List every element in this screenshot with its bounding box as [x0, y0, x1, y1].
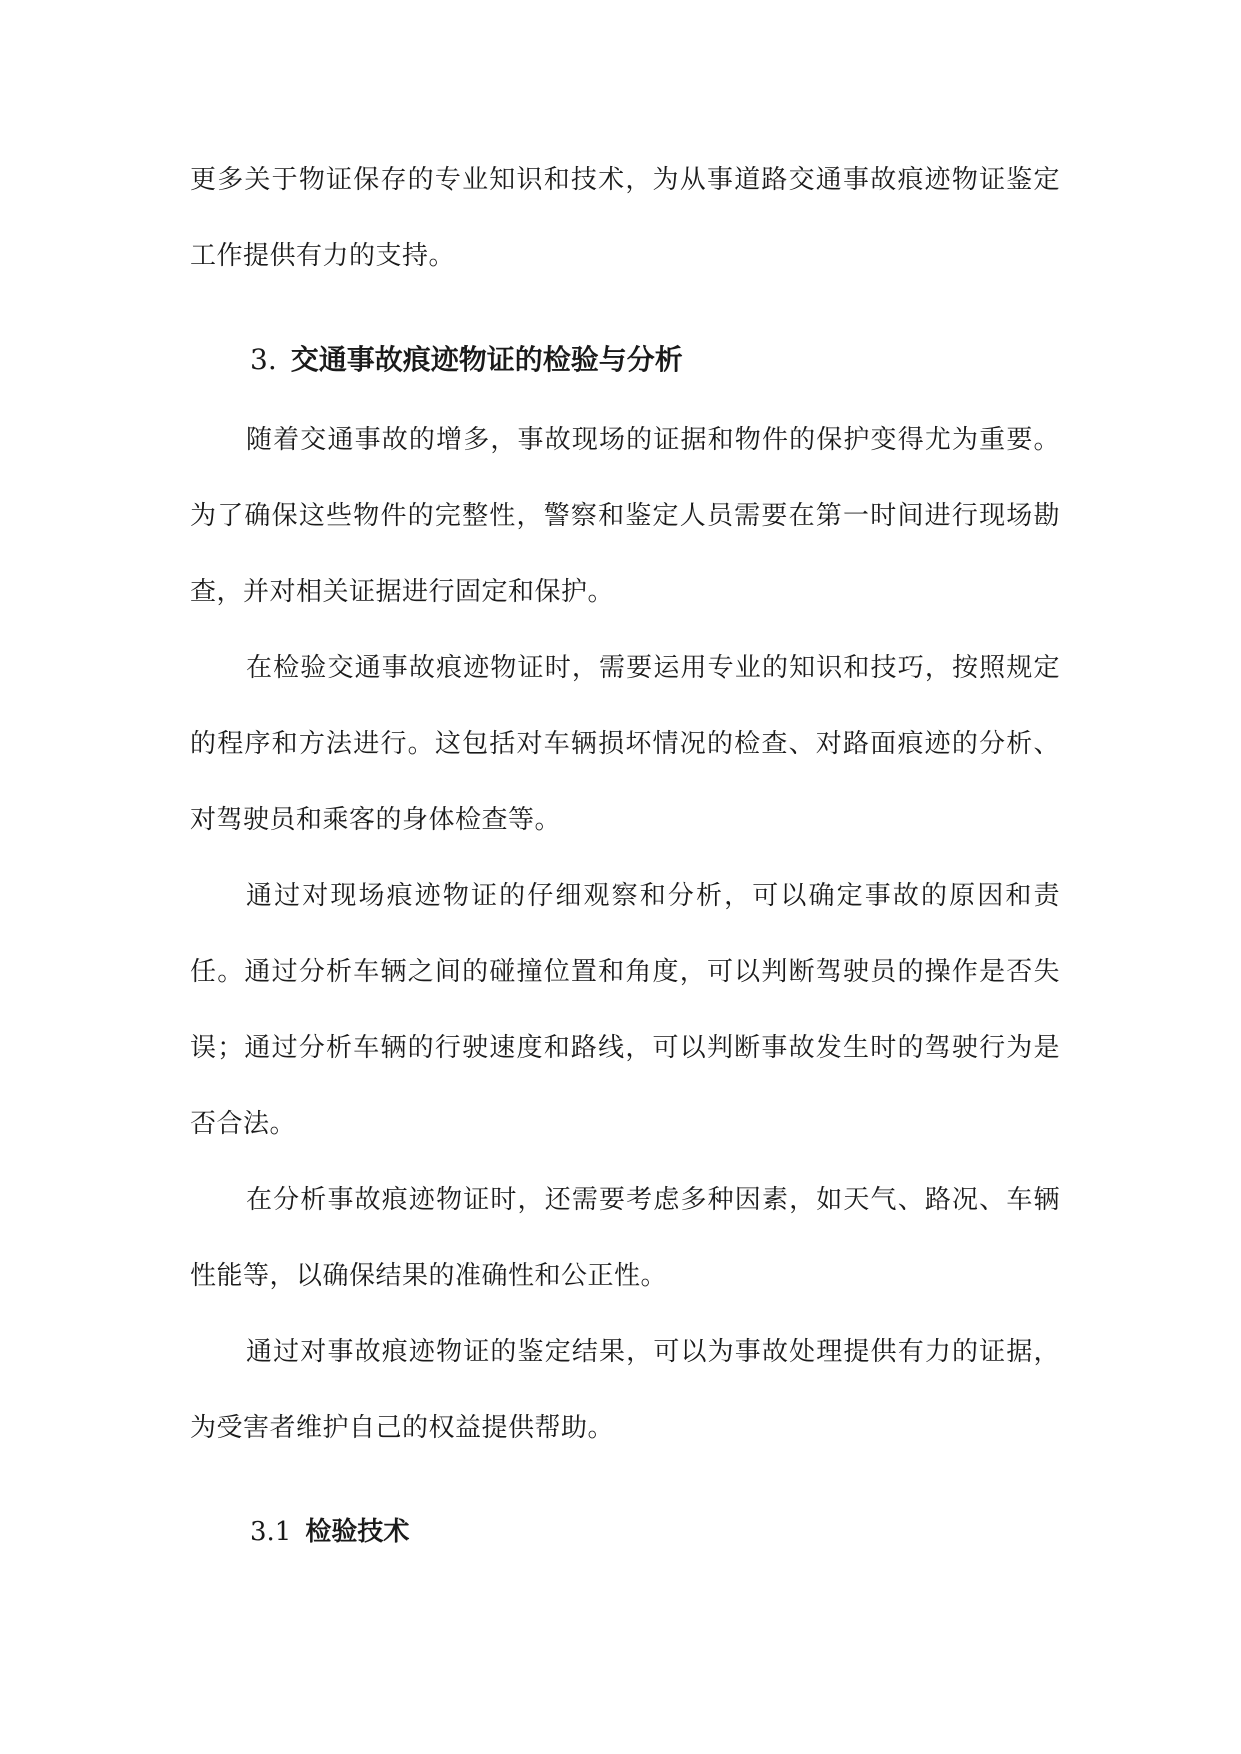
paragraph: 在检验交通事故痕迹物证时，需要运用专业的知识和技巧，按照规定的程序和方法进行。这包括对车辆损坏情况的检查、对路面痕迹的分析、对驾驶员和乘客的身体检查等。 — [190, 653, 1060, 835]
subsection-heading — [190, 1494, 1060, 1570]
document-body — [190, 142, 1060, 1570]
paragraph: 在分析事故痕迹物证时，还需要考虑多种因素，如天气、路况、车辆性能等，以确保结果的准确性和公正性。 — [190, 1185, 1060, 1291]
subsection-number: 3.1 — [250, 1517, 292, 1547]
paragraph: 随着交通事故的增多，事故现场的证据和物件的保护变得尤为重要。为了确保这些物件的完整性，警察和鉴定人员需要在第一时间进行现场勘查，并对相关证据进行固定和保护。 — [190, 425, 1060, 607]
section-title: 交通事故痕迹物证的检验与分析 — [290, 343, 683, 376]
section-number: 3. — [250, 343, 277, 376]
section-heading — [190, 322, 1060, 398]
paragraph: 通过对现场痕迹物证的仔细观察和分析，可以确定事故的原因和责任。通过分析车辆之间的碰撞位置和角度，可以判断驾驶员的操作是否失误；通过分析车辆的行驶速度和路线，可以判断事故发生时的驾驶行为是否合法。 — [190, 881, 1060, 1139]
paragraph: 通过对事故痕迹物证的鉴定结果，可以为事故处理提供有力的证据，为受害者维护自己的权益提供帮助。 — [190, 1337, 1060, 1443]
paragraph-continued: 更多关于物证保存的专业知识和技术，为从事道路交通事故痕迹物证鉴定工作提供有力的支持。 — [190, 165, 1060, 271]
subsection-title: 检验技术 — [305, 1517, 410, 1547]
